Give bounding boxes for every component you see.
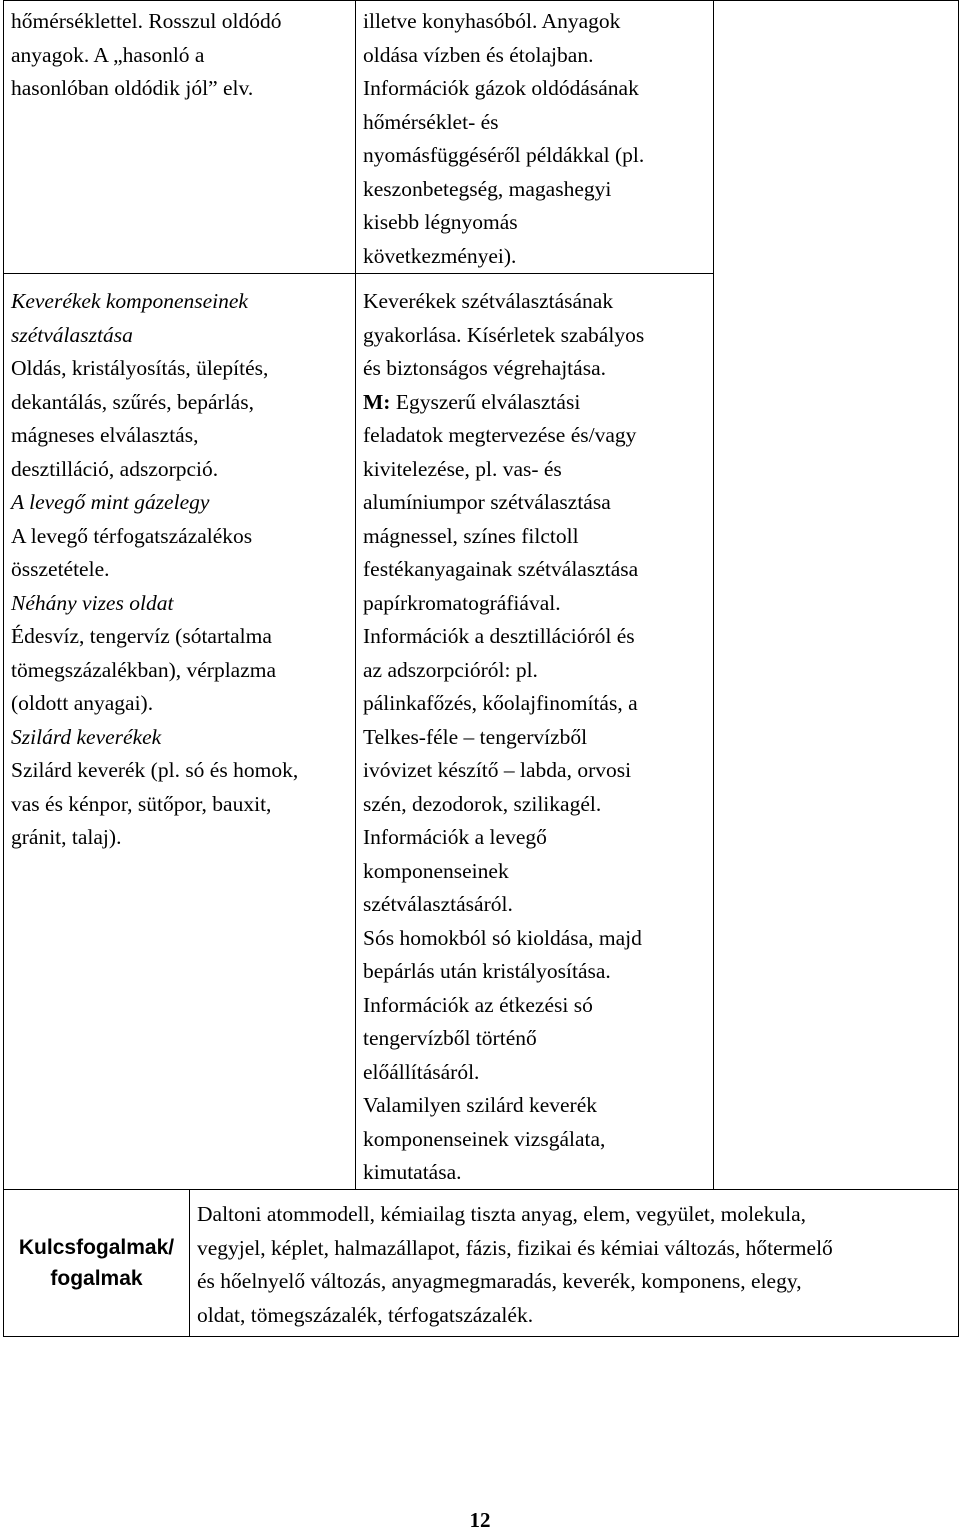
curriculum-table: [3, 0, 959, 1337]
text-line: Információk az étkezési só: [363, 992, 593, 1017]
topics-column: [4, 1, 356, 1189]
text-line: kisebb légnyomás: [363, 210, 518, 234]
text-line: dekantálás, szűrés, bepárlás,: [11, 389, 254, 414]
m-label: M:: [363, 389, 391, 414]
text-line: hőmérséklet- és: [363, 109, 499, 134]
text-line: előállításáról.: [363, 1059, 480, 1084]
m-text: Egyszerű elválasztási: [390, 389, 581, 414]
text-line: Édesvíz, tengervíz (sótartalma: [11, 624, 272, 648]
topics-continuation: [11, 5, 351, 106]
text-line: vas és kénpor, sütőpor, bauxit,: [11, 791, 272, 816]
text-line: összetétele.: [11, 557, 110, 581]
text-line: Keverékek szétválasztásának: [363, 289, 614, 313]
text-line: illetve konyhasóból. Anyagok: [363, 9, 621, 33]
text-line: szétválasztásáról.: [363, 892, 513, 916]
text-line: Valamilyen szilárd keverék: [363, 1093, 598, 1117]
text-line: festékanyagainak szétválasztása: [363, 557, 639, 581]
text-line: Telkes-féle – tengervízből: [363, 724, 588, 749]
keywords-line: vegyjel, képlet, halmazállapot, fázis, fizikai és kémiai változás, hőtermelő: [197, 1235, 833, 1260]
text-line: szén, dezodorok, szilikagél.: [363, 791, 602, 816]
keywords-label: Kulcsfogalmak/: [18, 1236, 175, 1259]
text-line: gránit, talaj).: [11, 825, 122, 849]
text-line: A levegő térfogatszázalékos: [11, 523, 253, 548]
topic-heading: Keverékek komponenseinek: [11, 289, 248, 313]
text-line: nyomásfüggéséről példákkal (pl.: [363, 143, 645, 167]
text-line: tengervízből történő: [363, 1026, 537, 1050]
text-line: papírkromatográfiával.: [363, 590, 561, 615]
text-line: (oldott anyagai).: [11, 691, 154, 715]
row-divider: [4, 273, 355, 274]
text-line: anyagok. A „hasonló a: [11, 42, 205, 67]
keywords-label-cell: [4, 1190, 190, 1336]
text-line: alumíniumpor szétválasztása: [363, 490, 611, 514]
text-line: Szilárd keverék (pl. só és homok,: [11, 758, 299, 782]
text-line: desztilláció, adszorpció.: [11, 456, 219, 481]
page-number: 12: [469, 1508, 491, 1532]
keywords-line: oldat, tömegszázalék, térfogatszázalék.: [197, 1302, 534, 1327]
text-line: kivitelezése, pl. vas- és: [363, 456, 562, 481]
keywords-line: Daltoni atommodell, kémiailag tiszta anyag, elem, vegyület, molekula,: [197, 1202, 806, 1226]
text-line: gyakorlása. Kísérletek szabályos: [363, 322, 645, 347]
content-row: [3, 0, 959, 1190]
text-line: Információk a desztillációról és: [363, 624, 635, 648]
text-line: mágnessel, színes filctoll: [363, 523, 579, 548]
activities-column: [356, 1, 714, 1189]
text-line: és biztonságos végrehajtása.: [363, 356, 606, 380]
keywords-line: és hőelnyelő változás, anyagmegmaradás, keverék, komponens, elegy,: [197, 1269, 802, 1293]
text-line: Információk gázok oldódásának: [363, 76, 639, 100]
topic-heading: szétválasztása: [11, 322, 133, 347]
text-line: feladatok megtervezése és/vagy: [363, 423, 637, 447]
text-line: kimutatása.: [363, 1160, 462, 1184]
text-line: oldása vízben és étolajban.: [363, 42, 594, 67]
topics-block: [11, 285, 351, 855]
text-line: tömegszázalékban), vérplazma: [11, 657, 277, 682]
topic-heading: A levegő mint gázelegy: [11, 490, 210, 514]
row-divider: [356, 273, 713, 274]
keywords-content: [197, 1198, 952, 1332]
text-line: hasonlóban oldódik jól” elv.: [11, 76, 254, 100]
text-line: mágneses elválasztás,: [11, 423, 199, 447]
text-line: hőmérséklettel. Rosszul oldódó: [11, 9, 282, 33]
text-line: komponenseinek: [363, 858, 509, 883]
text-line: Oldás, kristályosítás, ülepítés,: [11, 356, 269, 380]
text-line: Sós homokból só kioldása, majd: [363, 925, 642, 950]
text-line: ivóvizet készítő – labda, orvosi: [363, 758, 632, 782]
activities-block: [363, 285, 709, 1190]
topic-heading: Néhány vizes oldat: [11, 590, 174, 615]
text-line: komponenseinek vizsgálata,: [363, 1126, 606, 1151]
topic-heading: Szilárd keverékek: [11, 724, 162, 749]
text-line: következményei).: [363, 243, 517, 268]
text-line: bepárlás után kristályosítása.: [363, 959, 611, 983]
keywords-row: [3, 1190, 959, 1337]
text-line: pálinkafőzés, kőolajfinomítás, a: [363, 691, 638, 715]
text-line: keszonbetegség, magashegyi: [363, 176, 612, 201]
text-line: az adszorpcióról: pl.: [363, 657, 538, 682]
keywords-label: fogalmak: [50, 1267, 143, 1290]
text-line: [363, 386, 709, 420]
activities-continuation: [363, 5, 709, 273]
text-line: Információk a levegő: [363, 825, 547, 849]
